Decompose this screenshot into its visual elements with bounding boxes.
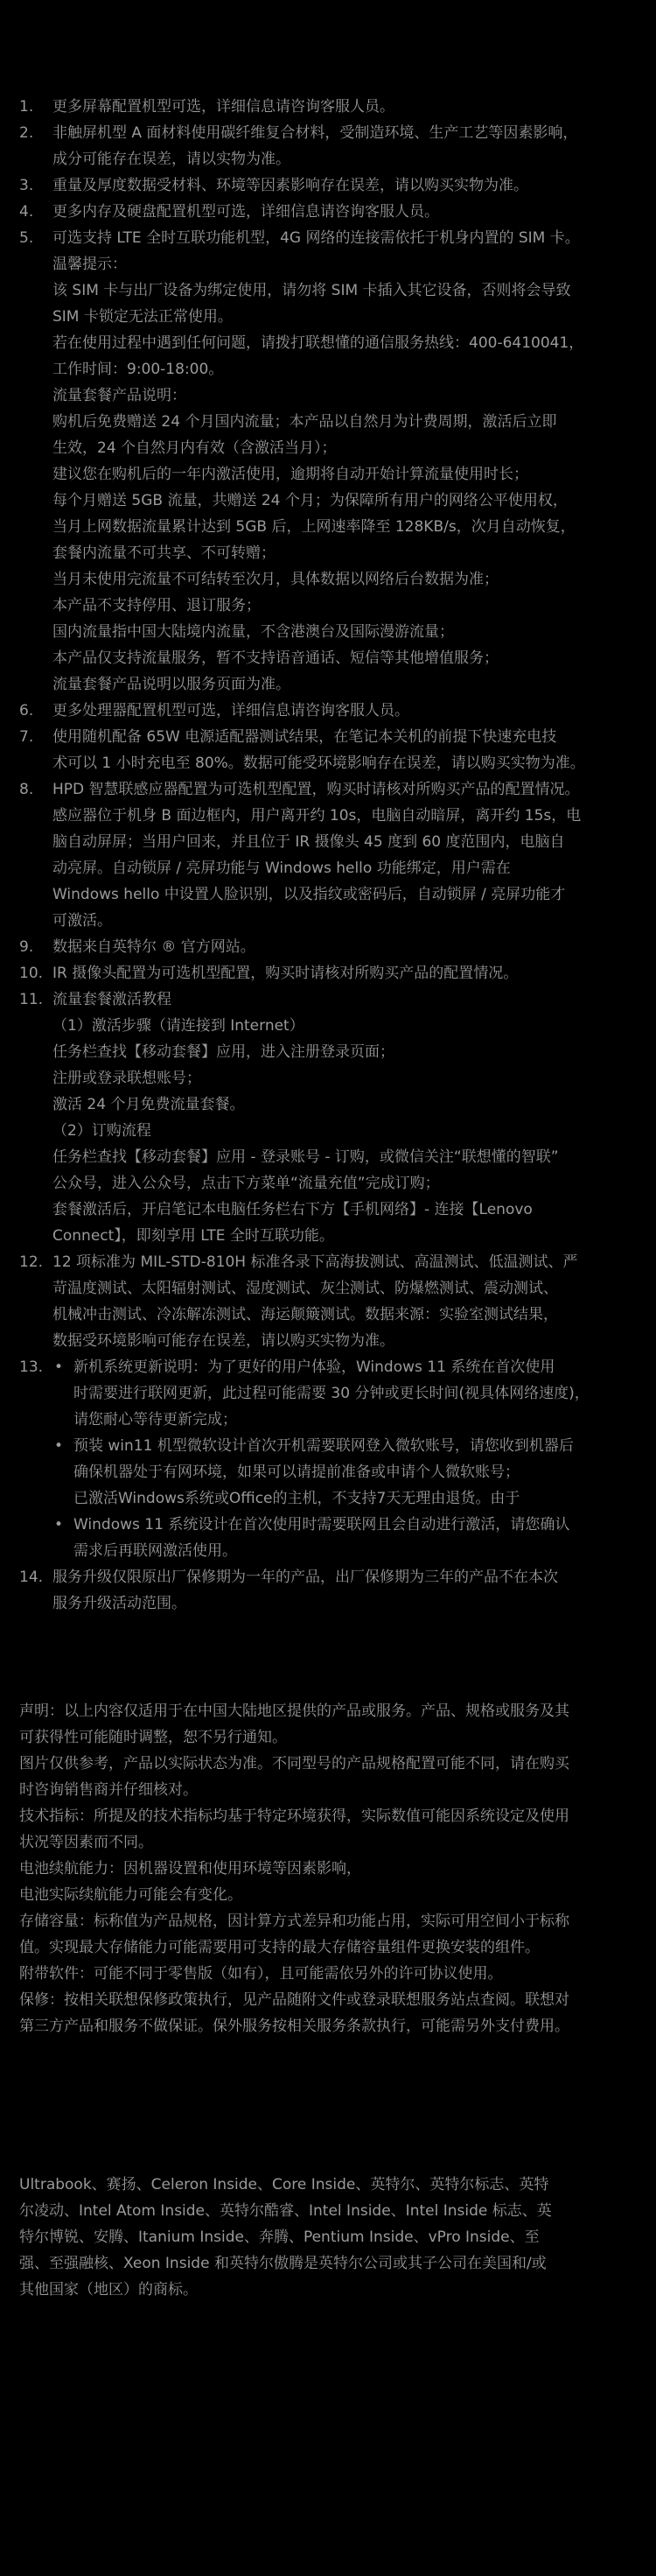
disclaimer-line: 值。实现最大存储能力可能需要用可支持的最大存储容量组件更换安装的组件。 bbox=[19, 1939, 540, 1956]
footnote-line: 任务栏查找【移动套餐】应用，进入注册登录页面； bbox=[52, 1043, 394, 1061]
footnote-line: 数据受环境影响可能存在误差，请以购买实物为准。 bbox=[52, 1332, 394, 1350]
footnote-line: 国内流量指中国大陆境内流量，不含港澳台及国际漫游流量； bbox=[52, 623, 454, 641]
disclaimer-line: 技术指标：所提及的技术指标均基于特定环境获得，实际数值可能因系统设定及使用 bbox=[19, 1807, 569, 1825]
bullet-dot-icon: • bbox=[54, 1437, 64, 1455]
footnote-line: 当月未使用完流量不可结转至次月，具体数据以网络后台数据为准； bbox=[52, 571, 499, 588]
bullet-item bbox=[52, 1354, 637, 1433]
footnote-line: 任务栏查找【移动套餐】应用 - 登录账号 - 订购，或微信关注“联想懂的智联” bbox=[52, 1148, 559, 1166]
footnote-line: 使用随机配备 65W 电源适配器测试结果，在笔记本关机的前提下快速充电技 bbox=[52, 728, 557, 746]
footnote-line: 流量套餐产品说明： bbox=[52, 387, 186, 404]
footnote-line: 本产品不支持停用、退订服务； bbox=[52, 597, 261, 614]
footnote-text bbox=[52, 934, 637, 960]
footnote-item bbox=[19, 934, 637, 960]
footnote-line: 机械冲击测试、冷冻解冻测试、海运颠簸测试。数据来源：实验室测试结果， bbox=[52, 1306, 558, 1323]
footnote-text bbox=[52, 960, 637, 986]
footnote-line: 可选支持 LTE 全时互联功能机型，4G 网络的连接需依托于机身内置的 SIM 卡。 bbox=[52, 229, 580, 247]
footnote-number: 2. bbox=[19, 124, 34, 142]
footnote-number: 5. bbox=[19, 229, 34, 247]
footnote-line: IR 摄像头配置为可选机型配置，购买时请核对所购买产品的配置情况。 bbox=[52, 965, 519, 982]
footnote-line: 术可以 1 小时充电至 80%。数据可能受环境影响存在误差，请以购买实物为准。 bbox=[52, 755, 585, 772]
disclaimer-line: 第三方产品和服务不做保证。保外服务按相关服务条款执行，可能需另外支付费用。 bbox=[19, 2018, 569, 2035]
disclaimer-line: 图片仅供参考，产品以实际状态为准。不同型号的产品规格配置可能不同，请在购买 bbox=[19, 1755, 569, 1772]
footnote-line: 脑自动屏屏；当用户回来，并且位于 IR 摄像头 45 度到 60 度范围内，电脑自 bbox=[52, 833, 565, 851]
bullet-item bbox=[52, 1512, 637, 1564]
footnote-number: 1. bbox=[19, 98, 34, 116]
footnote-line: （2）订购流程 bbox=[52, 1122, 151, 1140]
footnote-number: 4. bbox=[19, 203, 34, 221]
footnote-item bbox=[19, 960, 637, 986]
footnote-line: 苛温度测试、太阳辐射测试、湿度测试、灰尘测试、防爆燃测试、震动测试、 bbox=[52, 1280, 558, 1297]
footnote-line: 重量及厚度数据受材料、环境等因素影响存在误差，请以购买实物为准。 bbox=[52, 177, 528, 194]
footnote-text bbox=[52, 199, 637, 225]
footnote-line: 更多内存及硬盘配置机型可选，详细信息请咨询客服人员。 bbox=[52, 203, 439, 221]
disclaimer-line: 可获得性可能随时调整，恕不另行通知。 bbox=[19, 1729, 287, 1746]
bullet-line: 预装 win11 机型微软设计首次开机需要联网登入微软账号，请您收到机器后 bbox=[73, 1437, 574, 1455]
footnote-line: 工作时间：9:00-18:00。 bbox=[52, 361, 224, 378]
footnote-line: 激活 24 个月免费流量套餐。 bbox=[52, 1096, 245, 1113]
footnote-line: HPD 智慧联感应器配置为可选机型配置，购买时请核对所购买产品的配置情况。 bbox=[52, 781, 580, 798]
footnote-bullet-list bbox=[52, 1354, 637, 1564]
legal-disclaimer bbox=[19, 1698, 637, 2039]
footnote-item bbox=[19, 120, 637, 172]
bullet-line: 确保机器处于有网环境，如果可以请提前准备或申请个人微软账号； bbox=[73, 1463, 520, 1481]
footnote-line: 当月上网数据流量累计达到 5GB 后，上网速率降至 128KB/s，次月自动恢复， bbox=[52, 518, 576, 536]
footnote-item bbox=[19, 172, 637, 199]
footnote-line: 数据来自英特尔 ® 官方网站。 bbox=[52, 938, 255, 956]
footnote-line: 更多处理器配置机型可选，详细信息请咨询客服人员。 bbox=[52, 702, 409, 719]
trademark-line: Ultrabook、赛扬、Celeron Inside、Core Inside、英特尔、英特尔标志、英特 bbox=[19, 2176, 549, 2193]
footnote-line: Windows hello 中设置人脸识别，以及指纹或密码后，自动锁屏 / 亮屏功能才 bbox=[52, 886, 566, 903]
footnote-item bbox=[19, 199, 637, 225]
bullet-line: Windows 11 系统设计在首次使用时需要联网且会自动进行激活，请您确认 bbox=[73, 1516, 570, 1534]
footnote-line: 本产品仅支持流量服务，暂不支持语音通话、短信等其他增值服务； bbox=[52, 649, 499, 667]
footnote-number: 8. bbox=[19, 781, 34, 798]
footnote-item bbox=[19, 1249, 637, 1354]
footnote-text bbox=[52, 94, 637, 120]
footnote-line: 生效，24 个自然月内有效（含激活当月）； bbox=[52, 439, 337, 457]
disclaimer-line: 声明：以上内容仅适用于在中国大陆地区提供的产品或服务。产品、规格或服务及其 bbox=[19, 1702, 569, 1720]
disclaimer-line: 附带软件：可能不同于零售版（如有），且可能需依另外的许可协议使用。 bbox=[19, 1965, 503, 1983]
bullet-line: 新机系统更新说明：为了更好的用户体验，Windows 11 系统在首次使用 bbox=[73, 1358, 555, 1376]
bullet-text bbox=[73, 1354, 637, 1433]
footnote-item bbox=[19, 225, 637, 698]
footnote-line: 非触屏机型 A 面材料使用碳纤维复合材料，受制造环境、生产工艺等因素影响， bbox=[52, 124, 578, 142]
footnote-item bbox=[19, 776, 637, 934]
footnote-item bbox=[19, 986, 637, 1249]
footnote-line: 感应器位于机身 B 面边框内，用户离开约 10s，电脑自动暗屏，离开约 15s，电 bbox=[52, 807, 582, 825]
disclaimer-line: 时咨询销售商并仔细核对。 bbox=[19, 1781, 198, 1799]
bullet-line: 已激活Windows系统或Office的主机，不支持7天无理由退货。由于 bbox=[73, 1490, 520, 1507]
trademark-line: 尔凌动、Intel Atom Inside、英特尔酷睿、Intel Inside、Intel Inside 标志、英 bbox=[19, 2202, 552, 2220]
footnote-number: 3. bbox=[19, 177, 34, 194]
footnote-line: 温馨提示： bbox=[52, 256, 127, 273]
footnote-list bbox=[19, 94, 637, 1617]
footnote-item bbox=[19, 1564, 637, 1617]
footnote-line: 该 SIM 卡与出厂设备为绑定使用，请勿将 SIM 卡插入其它设备，否则将会导致 bbox=[52, 282, 571, 299]
footnote-text bbox=[52, 120, 637, 172]
trademark-notice bbox=[19, 2172, 637, 2303]
footnote-number: 6. bbox=[19, 702, 34, 719]
footnote-number: 9. bbox=[19, 938, 34, 956]
bullet-line: 时需要进行联网更新，此过程可能需要 30 分钟或更长时间(视具体网络速度)， bbox=[73, 1385, 590, 1402]
footnote-line: 若在使用过程中遇到任何问题，请拨打联想懂的通信服务热线：400-6410041， bbox=[52, 334, 584, 352]
footnote-line: 套餐激活后，开启笔记本电脑任务栏右下方【手机网络】- 连接【Lenovo bbox=[52, 1201, 533, 1218]
footnote-number: 13. bbox=[19, 1358, 44, 1376]
disclaimer-line: 电池实际续航能力可能会有变化。 bbox=[19, 1886, 242, 1904]
footnote-line: 注册或登录联想账号； bbox=[52, 1070, 201, 1087]
disclaimer-line: 状况等因素而不同。 bbox=[19, 1834, 153, 1851]
footnote-text bbox=[52, 1249, 637, 1354]
footnote-line: 购机后免费赠送 24 个月国内流量；本产品以自然月为计费周期，激活后立即 bbox=[52, 413, 557, 431]
footnote-line: 公众号，进入公众号，点击下方菜单“流量充值”完成订购； bbox=[52, 1175, 440, 1192]
footnote-line: （1）激活步骤（请连接到 Internet） bbox=[52, 1017, 304, 1035]
disclaimer-line: 存储容量：标称值为产品规格，因计算方式差异和功能占用，实际可用空间小于标称 bbox=[19, 1913, 569, 1930]
footnote-line: 套餐内流量不可共享、不可转赠； bbox=[52, 544, 276, 562]
footnote-number: 7. bbox=[19, 728, 34, 746]
footnote-number: 12. bbox=[19, 1253, 44, 1271]
trademark-line: 特尔博锐、安腾、Itanium Inside、奔腾、Pentium Inside、vPro Inside、至 bbox=[19, 2229, 540, 2246]
disclaimer-line: 电池续航能力：因机器设置和使用环境等因素影响， bbox=[19, 1860, 361, 1878]
footnote-number: 14. bbox=[19, 1569, 44, 1586]
footnote-item bbox=[19, 698, 637, 724]
footnote-line: 服务升级仅限原出厂保修期为一年的产品，出厂保修期为三年的产品不在本次 bbox=[52, 1569, 558, 1586]
footnote-number: 10. bbox=[19, 965, 44, 982]
bullet-text bbox=[73, 1433, 637, 1512]
footnote-line: SIM 卡锁定无法正常使用。 bbox=[52, 308, 233, 326]
bullet-dot-icon: • bbox=[54, 1358, 64, 1376]
footnote-text bbox=[52, 724, 637, 776]
footnote-item bbox=[19, 94, 637, 120]
footnote-line: 动亮屏。自动锁屏 / 亮屏功能与 Windows hello 功能绑定，用户需在 bbox=[52, 860, 511, 877]
footnote-line: 建议您在购机后的一年内激活使用，逾期将自动开始计算流量使用时长； bbox=[52, 466, 528, 483]
footnote-line: 可激活。 bbox=[52, 912, 112, 930]
bullet-item bbox=[52, 1433, 637, 1512]
footnote-text bbox=[52, 986, 637, 1249]
footnote-line: 12 项标准为 MIL-STD-810H 标准各录下高海拔测试、高温测试、低温测试、严 bbox=[52, 1253, 578, 1271]
footnote-line: 成分可能存在误差，请以实物为准。 bbox=[52, 151, 290, 168]
disclaimer-line: 保修：按相关联想保修政策执行，见产品随附文件或登录联想服务站点查阅。联想对 bbox=[19, 1991, 569, 2009]
footnote-text bbox=[52, 225, 637, 698]
footnote-line: 流量套餐激活教程 bbox=[52, 991, 171, 1008]
footnote-text bbox=[52, 1564, 637, 1617]
footnote-text bbox=[52, 698, 637, 724]
footnote-line: 更多屏幕配置机型可选，详细信息请咨询客服人员。 bbox=[52, 98, 394, 116]
footnote-line: 流量套餐产品说明以服务页面为准。 bbox=[52, 676, 290, 693]
footnote-text bbox=[52, 172, 637, 199]
trademark-line: 其他国家（地区）的商标。 bbox=[19, 2281, 198, 2299]
footnote-line: Connect】，即刻享用 LTE 全时互联功能。 bbox=[52, 1227, 334, 1245]
bullet-text bbox=[73, 1512, 637, 1564]
bullet-line: 请您耐心等待更新完成； bbox=[73, 1411, 237, 1428]
footnote-line: 每个月赠送 5GB 流量，共赠送 24 个月；为保障所有用户的网络公平使用权， bbox=[52, 492, 568, 509]
footnote-line: 服务升级活动范围。 bbox=[52, 1595, 186, 1612]
footnote-number: 11. bbox=[19, 991, 44, 1008]
bullet-line: 需求后再联网激活使用。 bbox=[73, 1542, 237, 1560]
footnote-item bbox=[19, 724, 637, 776]
trademark-line: 强、至强融核、Xeon Inside 和英特尔傲腾是英特尔公司或其子公司在美国和/或 bbox=[19, 2255, 547, 2272]
footnote-text bbox=[52, 776, 637, 934]
footnote-item bbox=[19, 1354, 637, 1564]
bullet-dot-icon: • bbox=[54, 1516, 64, 1534]
